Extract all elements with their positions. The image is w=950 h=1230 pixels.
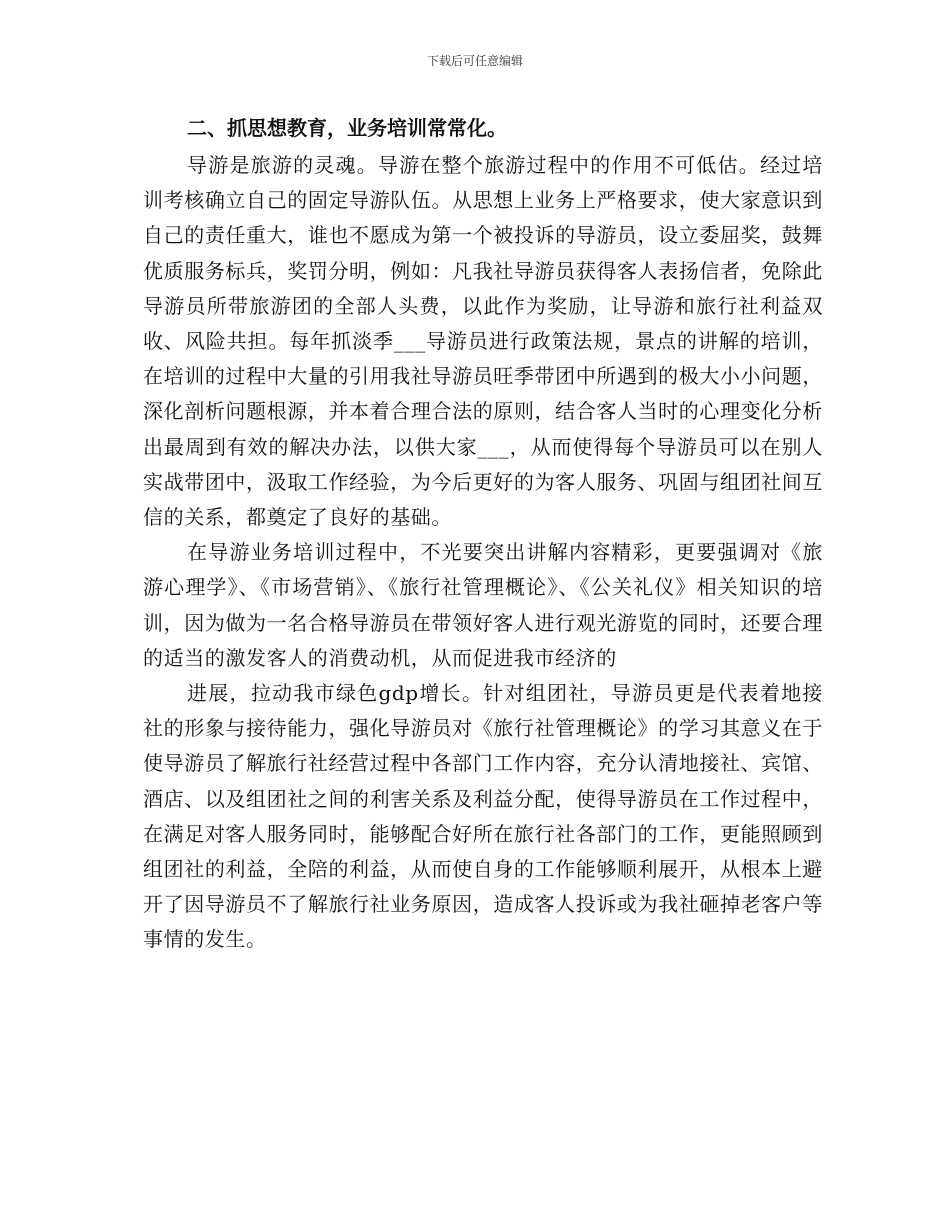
document-body [143, 110, 823, 958]
section-heading: 二、抓思想教育，业务培训常常化。 [187, 116, 507, 140]
paragraph-1: 导游是旅游的灵魂。导游在整个旅游过程中的作用不可低估。经过培训考核确立自己的固定导游队伍。从思想上业务上严格要求，使大家意识到自己的责任重大，谁也不愿成为第一个被投诉的导游员，设立委屈奖，鼓舞优质服务标兵，奖罚分明，例如：凡我社导游员获得客人表扬信者，免除此导游员所带旅游团的全部人头费，以此作为奖励，让导游和旅行社利益双收、风险共担。每年抓淡季___导游员进行政策法规，景点的讲解的培训，在培训的过程中大量的引用我社导游员旺季带团中所遇到的极大小小问题，深化剖析问题根源，并本着合理合法的原则，结合客人当时的心理变化分析出最周到有效的解决办法，以供大家___，从而使得每个导游员可以在别人实战带团中，汲取工作经验，为今后更好的为客人服务、巩固与组团社间互信的关系，都奠定了良好的基础。 [143, 153, 823, 530]
paragraph-2: 在导游业务培训过程中，不光要突出讲解内容精彩，更要强调对《旅游心理学》、《市场营销》、《旅行社管理概论》、《公关礼仪》相关知识的培训，因为做为一名合格导游员在带领好客人进行观光游览的同时，还要合理的适当的激发客人的消费动机，从而促进我市经济的 [143, 540, 823, 670]
paragraph-3: 进展，拉动我市绿色gdp增长。针对组团社，导游员更是代表着地接社的形象与接待能力，强化导游员对《旅行社管理概论》的学习其意义在于使导游员了解旅行社经营过程中各部门工作内容，充分认清地接社、宾馆、酒店、以及组团社之间的利害关系及利益分配，使得导游员在工作过程中，在满足对客人服务同时，能够配合好所在旅行社各部门的工作，更能照顾到组团社的利益，全陪的利益，从而使自身的工作能够顺利展开，从根本上避开了因导游员不了解旅行社业务原因，造成客人投诉或为我社砸掉老客户等事情的发生。 [143, 681, 823, 952]
page-header: 下载后可任意编辑 [426, 54, 523, 68]
